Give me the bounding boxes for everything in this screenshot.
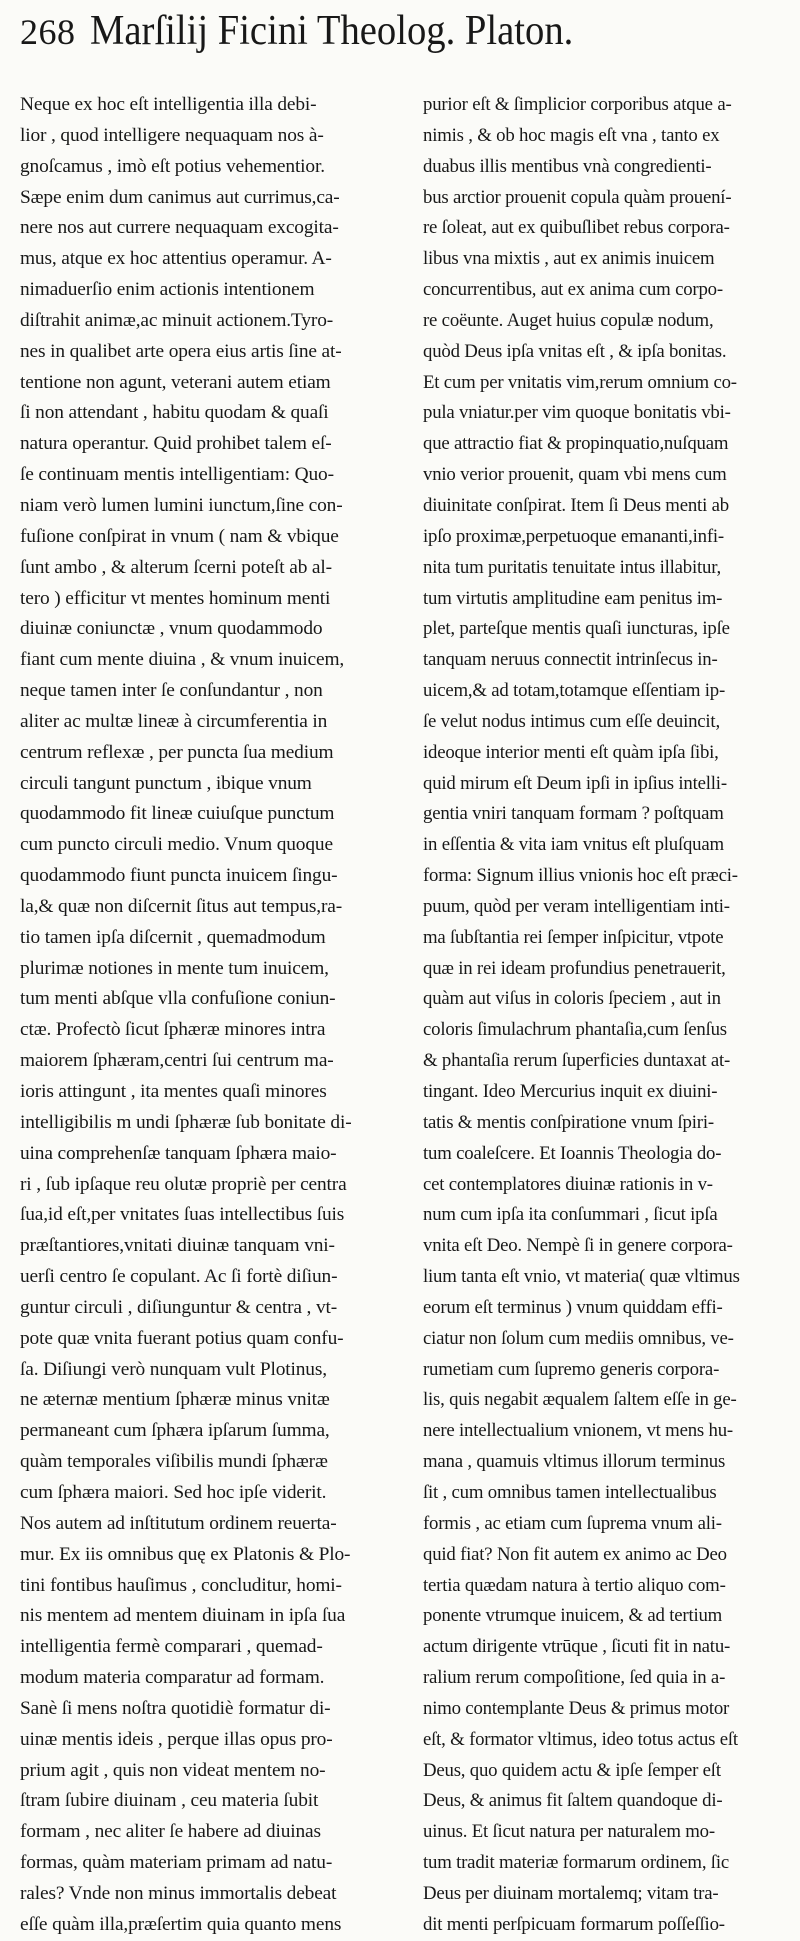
text-line: nimo contemplante Deus & primus motor	[423, 1697, 730, 1719]
text-line: circuli tangunt punctum , ibique vnum	[20, 772, 312, 794]
text-line: ponente vtrumque inuicem, & ad tertium	[423, 1605, 723, 1627]
text-line: tingant. Ideo Mercurius inquit ex diuini-	[423, 1081, 718, 1102]
text-line: ſe continuam mentis intelligentiam: Quo-	[20, 464, 334, 486]
text-line: rumetiam cum ſupremo generis corpora-	[423, 1358, 720, 1380]
text-line: tatis & mentis conſpiratione vnum ſpiri-	[423, 1111, 714, 1133]
text-line: que attractio fiat & propinquatio,nuſquam	[423, 433, 729, 455]
text-line: bus arctior prouenit copula quàm prouení-	[423, 186, 732, 208]
text-line: duabus illis mentibus vnà congredienti-	[423, 155, 712, 177]
text-line: guntur circuli , diſiunguntur & centra , vt-	[20, 1296, 338, 1318]
text-line: ipſo proximæ,perpetuoque emananti,infi-	[423, 525, 724, 547]
text-line: modum materia comparatur ad formam.	[20, 1667, 325, 1689]
text-line: concurrentibus, aut ex anima cum corpo-	[423, 279, 723, 301]
text-line: re coëunte. Auget huius copulæ nodum,	[423, 309, 714, 331]
text-line: Nos autem ad inſtitutum ordinem reuerta-	[20, 1512, 337, 1534]
text-line: quodammodo fiunt puncta inuicem ſingu-	[20, 865, 338, 887]
text-line: eſſe quàm illa,præſertim quia quanto mens	[20, 1913, 342, 1935]
text-line: nimis , & ob hoc magis eſt vna , tanto ex	[423, 124, 720, 146]
text-line: nere intellectualium vnionem, vt mens hu-	[423, 1420, 733, 1442]
text-line: mana , quamuis vltimus illorum terminus	[423, 1451, 726, 1473]
text-line: Deus, quo quidem actu & ipſe ſemper eſt	[423, 1759, 721, 1781]
text-line: & phantaſia rerum ſuperficies duntaxat at-	[423, 1050, 731, 1072]
text-line: neque tamen inter ſe conſundantur , non	[20, 680, 323, 702]
text-line: ſi non attendant , habitu quodam & quaſi	[20, 402, 329, 424]
text-line: ne æternæ mentium ſphæræ minus vnitæ	[20, 1389, 330, 1411]
text-line: niam verò lumen lumini iunctum,ſine con-	[20, 494, 343, 516]
text-line: nes in qualibet arte opera eius artis ſine at-	[20, 340, 342, 362]
text-line: ri , ſub ipſaque reu olutæ propriè per centra	[20, 1173, 347, 1195]
text-line: vnio verior prouenit, quam vbi mens cum	[423, 464, 727, 486]
text-line: pula vniatur.per vim quoque bonitatis vbi-	[423, 402, 731, 424]
text-line: formas, quàm materiam primam ad natu-	[20, 1852, 333, 1874]
text-line: purior eſt & ſimplicior corporibus atque a-	[423, 94, 732, 115]
text-line: lior , quod intelligere nequaquam nos à-	[20, 124, 324, 146]
text-line: Sæpe enim dum canimus aut currimus,ca-	[20, 186, 340, 208]
text-line: mus, atque ex hoc attentius operamur. A-	[20, 248, 332, 270]
text-line: uinæ mentis ideis , perque illas opus pro-	[20, 1728, 333, 1750]
text-line: dit menti perſpicuam formarum poſſeſſio-	[423, 1913, 725, 1935]
text-line: pote quæ vnita fuerant potius quam confu-	[20, 1327, 344, 1349]
text-line: ralium rerum compoſitione, ſed quia in a-	[423, 1667, 726, 1689]
text-line: præſtantiores,vnitati diuinæ tanquam vni-	[20, 1235, 335, 1257]
right-column	[423, 90, 796, 1941]
text-line: quid fiat? Non fit autem ex animo ac Deo	[423, 1543, 727, 1565]
text-line: lis, quis negabit æqualem ſaltem eſſe in ge-	[423, 1389, 737, 1411]
running-head: Marſilij Ficini Theolog. Platon.	[89, 8, 573, 54]
two-column-body	[12, 90, 790, 1941]
text-line: ſa. Diſiungi verò nunquam vult Plotinus,	[20, 1358, 327, 1380]
text-line: la,& quæ non diſcernit ſitus aut tempus,ra-	[20, 895, 343, 917]
text-line: quæ in rei ideam profundius penetrauerit,	[423, 957, 726, 979]
text-line: eſt, & formator vltimus, ideo totus actus eſt	[423, 1728, 738, 1750]
page-header	[12, 10, 790, 82]
text-line: tum virtutis amplitudine eam penitus im-	[423, 587, 723, 609]
text-line: uina comprehenſæ tanquam ſphæra maio-	[20, 1142, 337, 1164]
page-number: 268	[20, 12, 76, 52]
text-line: ctæ. Profectò ſicut ſphæræ minores intra	[20, 1019, 326, 1041]
text-line: coloris ſimulachrum phantaſia,cum ſenſus	[423, 1019, 727, 1041]
text-line: nis mentem ad mentem diuinam in ipſa ſua	[20, 1605, 346, 1627]
text-line: quid mirum eſt Deum ipſi in ipſius intelli-	[423, 772, 727, 794]
text-line: uicem,& ad totam,totamque eſſentiam ip-	[423, 680, 725, 702]
text-line: plurimæ notiones in mente tum inuicem,	[20, 957, 329, 979]
text-line: nimaduerſio enim actionis intentionem	[20, 279, 315, 301]
text-line: cet contemplatores diuinæ rationis in v-	[423, 1173, 713, 1195]
text-line: prium agit , quis non videat mentem no-	[20, 1759, 326, 1781]
text-line: num cum ipſa ita conſummari , ſicut ipſa	[423, 1204, 718, 1226]
text-line: tio tamen ipſa diſcernit , quemadmodum	[20, 926, 326, 948]
text-line: cum puncto circuli medio. Vnum quoque	[20, 834, 333, 856]
text-line: ſe velut nodus intimus cum eſſe deuincit,	[423, 710, 720, 732]
text-line: natura operantur. Quid prohibet talem eſ-	[20, 433, 332, 455]
text-line: quòd Deus ipſa vnitas eſt , & ipſa bonitas.	[423, 340, 727, 362]
text-line: re ſoleat, aut ex quibuſlibet rebus corpora-	[423, 217, 730, 239]
text-line: intelligibilis m undi ſphæræ ſub bonitate di-	[20, 1111, 352, 1133]
text-line: ioris attingunt , ita mentes quaſi minores	[20, 1081, 327, 1102]
text-line: formis , ac etiam cum ſuprema vnum ali-	[423, 1512, 722, 1534]
text-line: actum dirigente vtrūque , ſicuti fit in natu-	[423, 1636, 731, 1658]
text-line: uinus. Et ſicut natura per naturalem mo-	[423, 1821, 715, 1843]
text-line: ſtram ſubire diuinam , ceu materia ſubit	[20, 1790, 319, 1812]
text-line: maiorem ſphæram,centri ſui centrum ma-	[20, 1050, 334, 1072]
text-line: diuinæ coniunctæ , vnum quodammodo	[20, 618, 323, 640]
text-line: Neque ex hoc eſt intelligentia illa debi-	[20, 94, 317, 115]
text-line: tentione non agunt, veterani autem etiam	[20, 371, 331, 393]
text-line: mur. Ex iis omnibus quę ex Platonis & Plo-	[20, 1543, 351, 1565]
text-line: tero ) efficitur vt mentes hominum menti	[20, 587, 331, 609]
text-line: Deus, & animus fit ſaltem quandoque di-	[423, 1790, 723, 1812]
text-line: ma ſubſtantia rei ſemper inſpicitur, vtpote	[423, 926, 724, 948]
text-line: eorum eſt terminus ) vnum quiddam effi-	[423, 1296, 723, 1318]
text-line: tini fontibus hauſimus , concluditur, homi-	[20, 1574, 342, 1596]
text-line: ciatur non ſolum cum mediis omnibus, ve-	[423, 1327, 734, 1349]
text-line: ſit , cum omnibus tamen intellectualibus	[423, 1481, 717, 1503]
text-line: formam , nec aliter ſe habere ad diuinas	[20, 1821, 321, 1843]
text-line: diſtrahit animæ,ac minuit actionem.Tyro-	[20, 309, 334, 331]
text-line: Deus per diuinam mortalemq; vitam tra-	[423, 1882, 719, 1904]
text-line: Et cum per vnitatis vim,rerum omnium co-	[423, 371, 737, 393]
text-line: intelligentia fermè comparari , quemad-	[20, 1636, 323, 1658]
text-line: nita tum puritatis tenuitate intus illabitur,	[423, 556, 722, 578]
text-line: quàm temporales viſibilis mundi ſphæræ	[20, 1451, 328, 1473]
text-line: vnita eſt Deo. Nempè ſi in genere corpora-	[423, 1235, 733, 1257]
text-line: forma: Signum illius vnionis hoc eſt præci-	[423, 865, 738, 887]
text-line: lium tanta eſt vnio, vt materia( quæ vltimus	[423, 1266, 740, 1288]
text-line: gentia vniri tanquam formam ? poſtquam	[423, 803, 724, 825]
text-line: uerſi centro ſe copulant. Ac ſi fortè diſiun-	[20, 1266, 338, 1288]
text-line: fuſione conſpirat in vnum ( nam & vbique	[20, 525, 339, 547]
text-line: Sanè ſi mens noſtra quotidiè formatur di-	[20, 1697, 331, 1719]
text-line: rales? Vnde non minus immortalis debeat	[20, 1882, 337, 1904]
text-line: gnoſcamus , imò eſt potius vehementior.	[20, 155, 325, 177]
text-line: puum, quòd per veram intelligentiam inti-	[423, 895, 730, 917]
text-line: quàm aut viſus in coloris ſpeciem , aut in	[423, 988, 721, 1010]
text-line: quodammodo fit lineæ cuiuſque punctum	[20, 803, 335, 825]
text-line: tertia quædam natura à tertio aliquo com-	[423, 1574, 726, 1596]
text-line: cum ſphæra maiori. Sed hoc ipſe viderit.	[20, 1481, 327, 1503]
text-line: centrum reflexæ , per puncta ſua medium	[20, 741, 334, 763]
text-line: libus vna mixtis , aut ex animis inuicem	[423, 248, 715, 270]
text-line: plet, parteſque mentis quaſi iuncturas, ipſe	[423, 618, 730, 640]
text-line: tum tradit materiæ formarum ordinem, ſic	[423, 1852, 729, 1874]
text-line: permaneant cum ſphæra ipſarum ſumma,	[20, 1420, 330, 1442]
text-line: ſua,id eſt,per vnitates ſuas intellectibus ſuis	[20, 1204, 345, 1226]
text-line: ideoque interior menti eſt quàm ipſa ſibi,	[423, 741, 719, 763]
text-line: diuinitate conſpirat. Item ſi Deus menti ab	[423, 494, 729, 516]
text-line: fiant cum mente diuina , & vnum inuicem,	[20, 649, 345, 671]
text-line: aliter ac multæ lineæ à circumferentia in	[20, 710, 328, 732]
text-line: in eſſentia & vita iam vnitus eſt pluſquam	[423, 834, 724, 856]
text-line: ſunt ambo , & alterum ſcerni poteſt ab al-	[20, 556, 332, 578]
text-line: tum menti abſque vlla confuſione coniun-	[20, 988, 336, 1010]
text-line: nere nos aut currere nequaquam excogita-	[20, 217, 339, 239]
text-line: tum coaleſcere. Et Ioannis Theologia do-	[423, 1142, 722, 1164]
left-column	[20, 90, 403, 1941]
text-line: tanquam neruus connectit intrinſecus in-	[423, 649, 718, 671]
